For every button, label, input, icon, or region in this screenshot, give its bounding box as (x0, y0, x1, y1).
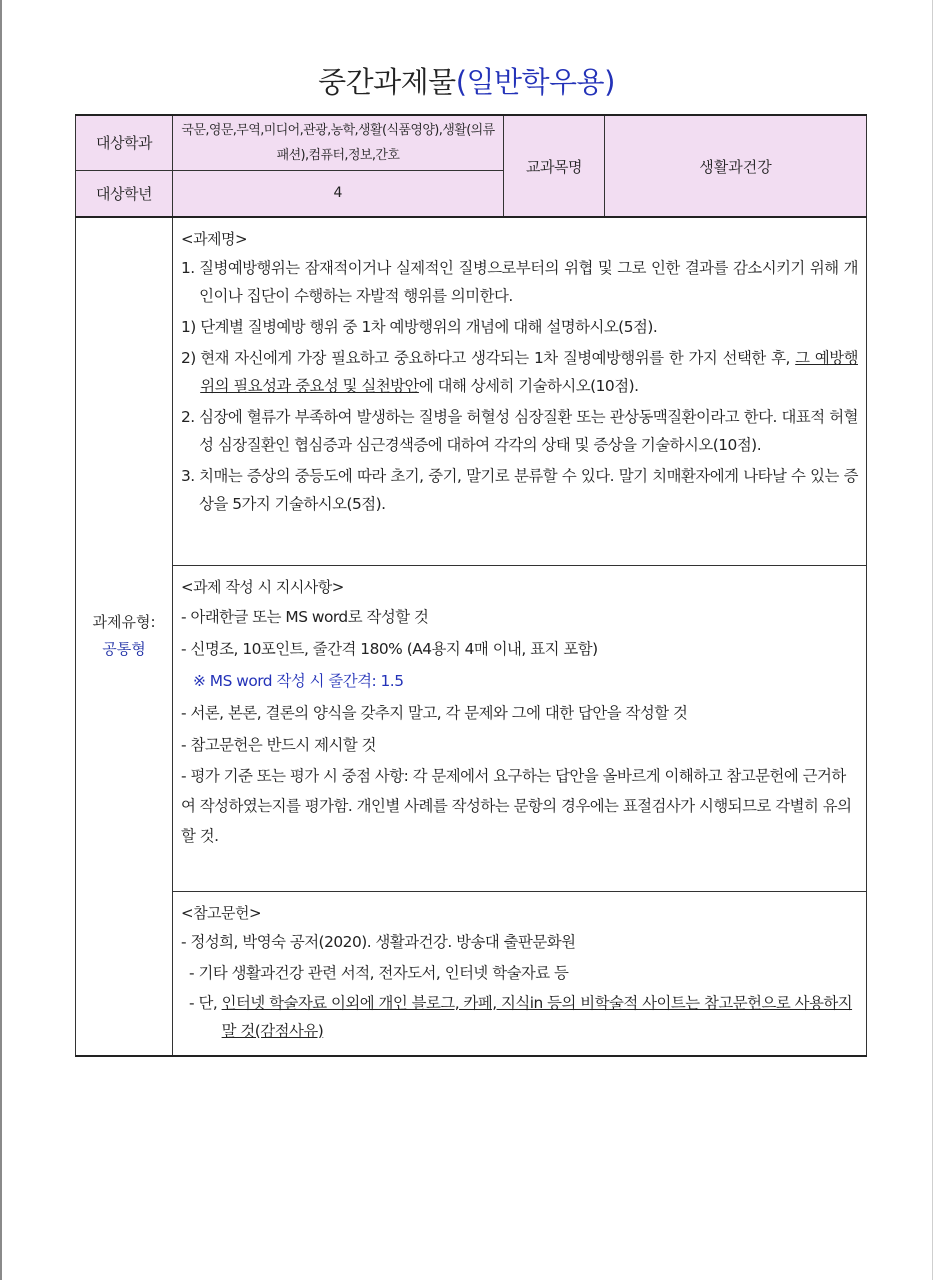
reference-item: - 기타 생활과건강 관련 서적, 전자도서, 인터넷 학술자료 등 (189, 963, 569, 982)
instruction-item: - 아래한글 또는 MS word로 작성할 것 (181, 607, 429, 626)
question-text-part: 현재 자신에게 가장 필요하고 중요하다고 생각되는 1차 질병예방행위를 한 가지 선택한 후, (200, 349, 796, 367)
question-text: 질병예방행위는 잠재적이거나 실제적인 질병으로부터의 위협 및 그로 인한 결과를 감소시키기 위해 개인이나 집단이 수행하는 자발적 행위를 의미한다. (199, 259, 858, 305)
instructions-heading: <과제 작성 시 지시사항> (181, 577, 344, 596)
question-item (181, 254, 858, 310)
instruction-item: - 평가 기준 또는 평가 시 중점 사항: 각 문제에서 요구하는 답안을 올바르게 이해하고 참고문헌에 근거하여 작성하였는지를 평가함. 개인별 사례를 작성하는 문항의 경우에는 표절검사가 시행되므로 각별히 유의할 것. (181, 766, 852, 845)
question-text: 단계별 질병예방 행위 중 1차 예방행위의 개념에 대해 설명하시오(5점). (200, 318, 658, 336)
instruction-item: - 서론, 본론, 결론의 양식을 갖추지 말고, 각 문제와 그에 대한 답안을 작성할 것 (181, 703, 688, 722)
reference-item: - 정성희, 박영숙 공저(2020). 생활과건강. 방송대 출판문화원 (181, 932, 576, 951)
reference-warning-prefix: - 단, (189, 993, 222, 1012)
dept-label: 대상학과 (76, 115, 173, 170)
type-value: 공통형 (102, 640, 146, 659)
assignment-heading: <과제명> (181, 230, 248, 248)
question-text-part: 에 대해 상세히 기술하시오(10점). (418, 377, 639, 395)
question-item (181, 344, 858, 400)
question-number: 2) (181, 349, 201, 367)
subject-label: 교과목명 (504, 115, 605, 217)
dept-value: 국문,영문,무역,미디어,관광,농학,생활(식품영양),생활(의류패션),컴퓨터,정보,간호 (173, 115, 504, 170)
instruction-item: - 신명조, 10포인트, 줄간격 180% (A4용지 4매 이내, 표지 포함) (181, 639, 598, 658)
references-section (173, 891, 867, 1056)
question-number: 3. (181, 467, 200, 485)
question-number: 2. (181, 408, 200, 426)
type-cell (76, 217, 173, 1056)
title-main: 중간과제물 (318, 65, 456, 99)
type-label: 과제유형: (92, 613, 156, 632)
question-item (181, 462, 858, 518)
question-number: 1. (181, 259, 200, 277)
instruction-note: ※ MS word 작성 시 줄간격: 1.5 (193, 671, 404, 690)
assignment-section (173, 217, 867, 565)
question-item (181, 313, 858, 341)
references-heading: <참고문헌> (181, 903, 262, 922)
question-text: 치매는 증상의 중등도에 따라 초기, 중기, 말기로 분류할 수 있다. 말기 치매환자에게 나타날 수 있는 증상을 5가지 기술하시오(5점). (199, 467, 858, 513)
instructions-section (173, 565, 867, 891)
title-sub: (일반학우용) (455, 65, 615, 99)
question-text: 심장에 혈류가 부족하여 발생하는 질병을 허혈성 심장질환 또는 관상동맥질환이라고 한다. 대표적 허혈성 심장질환인 협심증과 심근경색증에 대하여 각각의 상태 및 증상을 기술하시오(10점). (199, 408, 858, 454)
instruction-item: - 참고문헌은 반드시 제시할 것 (181, 735, 377, 754)
grade-value: 4 (173, 170, 504, 217)
question-item (181, 403, 858, 459)
question-text (200, 344, 858, 400)
question-number: 1) (181, 318, 201, 336)
grade-label: 대상학년 (76, 170, 173, 217)
question-text-underlined: 그 예방행위의 필요성과 중요성 및 실천방안 (200, 349, 858, 395)
reference-warning-text: 인터넷 학술자료 이외에 개인 블로그, 카페, 지식in 등의 비학술적 사이트는 참고문헌으로 사용하지 말 것(감점사유) (221, 993, 853, 1040)
subject-value: 생활과건강 (605, 115, 867, 217)
reference-warning (181, 989, 858, 1045)
page-title (0, 60, 933, 101)
page-left-edge (0, 0, 2, 1280)
assignment-table (75, 114, 867, 1057)
